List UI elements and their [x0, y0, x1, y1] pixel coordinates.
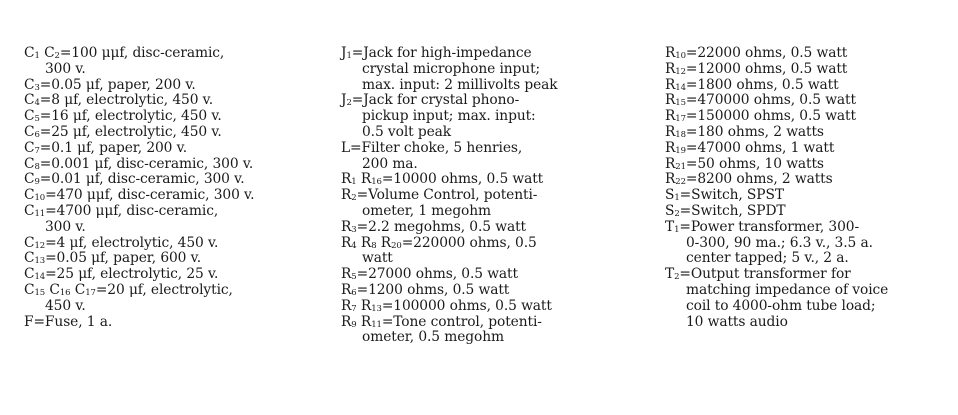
part-entry-line: $T_1=Power$ transformer, 300-: [665, 218, 860, 235]
part-entry: [665, 267, 955, 330]
part-entry: [665, 220, 955, 267]
part-entry-line: L=Filter choke, 5 henries,: [341, 139, 523, 156]
parts-column-1: [24, 46, 324, 330]
part-entry: [341, 236, 656, 268]
part-entry-line: ometer, 1 megohm: [362, 202, 492, 219]
part-entry-line: max. input: 2 millivolts peak: [362, 76, 558, 93]
part-entry: [24, 267, 324, 283]
part-entry: [341, 220, 656, 236]
part-entry-line: $C_5=16$ μf, electrolytic, 450 v.: [24, 108, 222, 125]
part-entry: [24, 188, 324, 204]
part-entry-line: $C_8=0.001$ μf, disc-ceramic, 300 v.: [24, 155, 254, 172]
part-entry-line: $C_{14}=25$ μf, electrolytic, 25 v.: [24, 266, 219, 283]
part-entry: [665, 125, 955, 141]
part-entry-line: 450 v.: [45, 297, 86, 314]
part-entry-line: 300 v.: [45, 218, 86, 235]
part-entry-line: $T_2=Output$ transformer for: [665, 266, 851, 283]
part-entry: [341, 299, 656, 315]
part-entry: [665, 188, 955, 204]
part-entry-line: $R_{19}=47000$ ohms, 1 watt: [665, 139, 835, 156]
part-entry: [341, 46, 656, 93]
part-entry-line: $R_3=2.2$ megohms, 0.5 watt: [341, 218, 526, 235]
part-entry-line: $C_6=25$ μf, electrolytic, 450 v.: [24, 123, 222, 140]
part-entry-line: ometer, 0.5 megohm: [362, 329, 504, 346]
part-entry-line: $R_{10}=22000$ ohms, 0.5 watt: [665, 45, 848, 61]
part-entry-line: $C_9=0.01$ μf, disc-ceramic, 300 v.: [24, 171, 245, 188]
part-entry: [665, 93, 955, 109]
part-entry-line: $R_5=27000$ ohms, 0.5 watt: [341, 266, 518, 283]
part-entry-line: watt: [362, 250, 393, 267]
part-entry-line: pickup input; max. input:: [362, 108, 536, 125]
part-entry-line: $R_2=Volume$ Control, potenti-: [341, 187, 538, 204]
part-entry-line: $R_7$ $R_{13}=100000$ ohms, 0.5 watt: [341, 297, 552, 314]
part-entry: [24, 283, 324, 315]
part-entry: [24, 236, 324, 252]
parts-column-3: [665, 46, 955, 330]
part-entry: [665, 204, 955, 220]
part-entry: [665, 157, 955, 173]
part-entry-line: center tapped; 5 v., 2 a.: [686, 250, 849, 267]
part-entry-line: $C_{12}=4$ μf, electrolytic, 450 v.: [24, 234, 219, 251]
part-entry-line: $S_1=Switch$, SPST: [665, 187, 784, 204]
part-entry: [665, 46, 955, 62]
part-entry-line: $C_4=8$ μf, electrolytic, 450 v.: [24, 92, 213, 109]
part-entry-line: $C_{10}=470$ μμf, disc-ceramic, 300 v.: [24, 187, 255, 204]
part-entry: [24, 125, 324, 141]
part-entry: [24, 109, 324, 125]
part-entry-line: 0-300, 90 ma.; 6.3 v., 3.5 a.: [686, 234, 873, 251]
part-entry: [24, 141, 324, 157]
part-entry-line: $R_{18}=180$ ohms, 2 watts: [665, 123, 824, 140]
part-entry-line: $C_{15}$ $C_{16}$ $C_{17}=20$ μf, electrolytic,: [24, 281, 233, 298]
part-entry-line: $R_{15}=470000$ ohms, 0.5 watt: [665, 92, 856, 109]
part-entry-line: $R_{12}=12000$ ohms, 0.5 watt: [665, 60, 848, 77]
part-entry-line: $R_4$ $R_8$ $R_{20}=220000$ ohms, 0.5: [341, 234, 537, 251]
part-entry: [665, 109, 955, 125]
part-entry: [24, 204, 324, 236]
part-entry-line: $C_1$ $C_2=100$ μμf, disc-ceramic,: [24, 45, 225, 61]
part-entry-line: $J_1=Jack$ for high-impedance: [341, 45, 532, 61]
part-entry-line: $R_{14}=1800$ ohms, 0.5 watt: [665, 76, 839, 93]
part-entry-line: $C_3=0.05$ μf, paper, 200 v.: [24, 76, 196, 93]
part-entry-line: F=Fuse, 1 a.: [24, 313, 113, 330]
part-entry: [665, 62, 955, 78]
part-entry-line: $R_6=1200$ ohms, 0.5 watt: [341, 281, 510, 298]
part-entry: [24, 315, 324, 331]
part-entry-line: $R_9$ $R_{11}=Tone$ control, potenti-: [341, 313, 542, 330]
part-entry: [24, 172, 324, 188]
part-entry-line: $J_2=Jack$ for crystal phono-: [341, 92, 520, 109]
part-entry-line: $R_{22}=8200$ ohms, 2 watts: [665, 171, 833, 188]
part-entry: [24, 46, 324, 78]
part-entry: [341, 172, 656, 188]
part-entry: [665, 141, 955, 157]
part-entry-line: $S_2=Switch$, SPDT: [665, 202, 786, 219]
part-entry: [24, 93, 324, 109]
part-entry-line: $C_7=0.1$ μf, paper, 200 v.: [24, 139, 187, 156]
part-entry-line: 0.5 volt peak: [362, 123, 452, 140]
part-entry-line: $R_1$ $R_{16}=10000$ ohms, 0.5 watt: [341, 171, 544, 188]
parts-column-2: [341, 46, 656, 346]
part-entry: [341, 267, 656, 283]
part-entry: [341, 93, 656, 140]
part-entry-line: crystal microphone input;: [362, 60, 541, 77]
part-entry-line: 300 v.: [45, 60, 86, 77]
part-entry: [341, 315, 656, 347]
part-entry-line: coil to 4000-ohm tube load;: [686, 297, 876, 314]
part-entry-line: matching impedance of voice: [686, 281, 889, 298]
part-entry: [24, 251, 324, 267]
part-entry: [24, 157, 324, 173]
part-entry-line: 200 ma.: [362, 155, 418, 172]
part-entry: [665, 78, 955, 94]
part-entry: [665, 172, 955, 188]
part-entry-line: $R_{17}=150000$ ohms, 0.5 watt: [665, 108, 856, 125]
part-entry: [341, 141, 656, 173]
part-entry: [341, 188, 656, 220]
part-entry-line: $R_{21}=50$ ohms, 10 watts: [665, 155, 824, 172]
part-entry: [24, 78, 324, 94]
part-entry-line: $C_{11}=4700$ μμf, disc-ceramic,: [24, 202, 219, 219]
part-entry: [341, 283, 656, 299]
part-entry-line: 10 watts audio: [686, 313, 788, 330]
part-entry-line: $C_{13}=0.05$ μf, paper, 600 v.: [24, 250, 201, 267]
